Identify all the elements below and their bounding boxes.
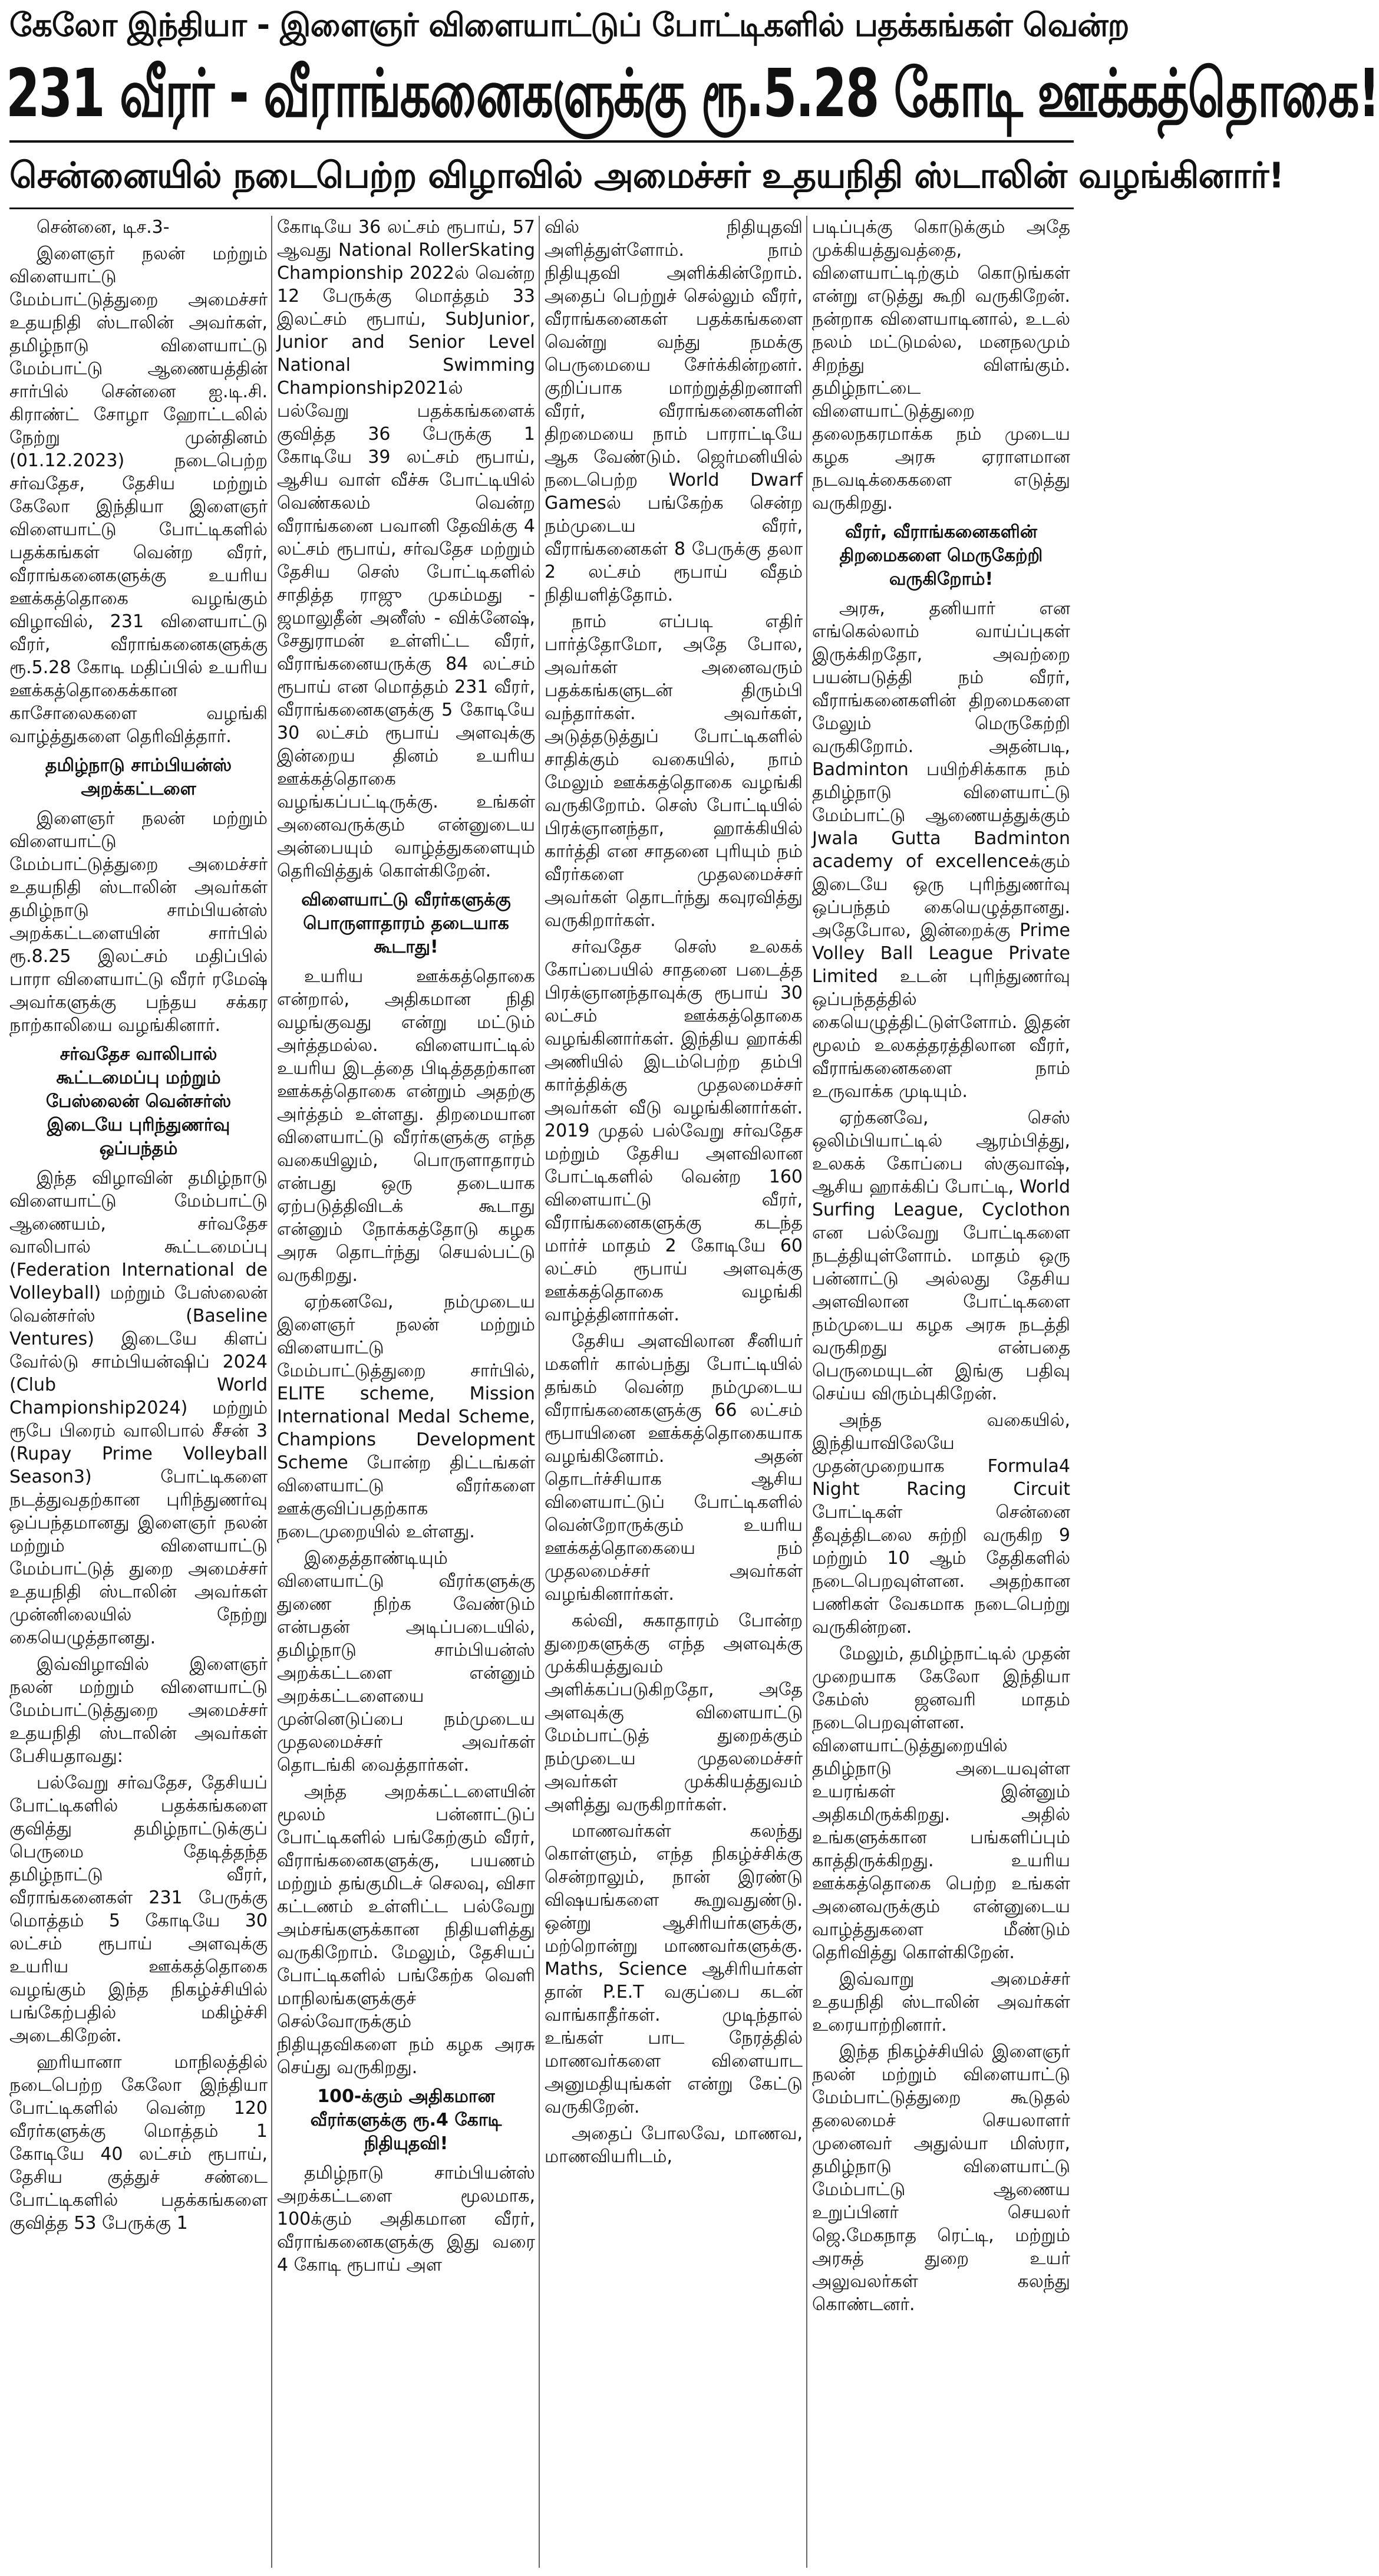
paragraph: படிப்புக்கு கொடுக்கும் அதே முக்கியத்துவத்தை, விளையாட்டிற்கும் கொடுங்கள் என்று எடுத்து கூறி வருகிறேன். நன்றாக விளையாடினால், உடல் நலம் மட்டுமல்ல, மனநலமும் சிறந்து விளங்கும். தமிழ்நாட்டை விளையாட்டுத்துறை தலைநகரமாக்க நம் முடைய கழக அரசு ஏராளமான நடவடிக்கைகளை எடுத்து வருகிறது. (812, 217, 1070, 513)
paragraph: அந்த அறக்கட்டளையின் மூலம் பன்னாட்டுப் போட்டிகளில் பங்கேற்கும் வீரர், வீராங்கனைகளுக்கு, பயணம் மற்றும் தங்குமிடச் செலவு, விசா கட்டணம் உள்ளிட்ட பல்வேறு அம்சங்களுக்கான நிதியளித்து வருகிறோம். மேலும், தேசியப் போட்டிகளில் பங்கேற்க வெளி மாநிலங்களுக்குச் செல்வோருக்கும் நிதியுதவிகளை நம் கழக அரசு செய்து வருகிறது. (277, 1781, 535, 2078)
paragraph: அரசு, தனியார் என எங்கெல்லாம் வாய்ப்புகள் இருக்கிறதோ, அவற்றை பயன்படுத்தி நம் வீரர், வீராங்கனைகளின் திறமைகளை மேலும் மெருகேற்றி வருகிறோம். அதன்படி, Badminton பயிற்சிக்காக நம் தமிழ்நாடு விளையாட்டு மேம்பாட்டு ஆணையத்துக்கும் Jwala Gutta Badminton academy of excellenceக்கும் இடையே ஒரு புரிந்துணர்வு ஒப்பந்தம் கையெழுத்தானது. அதேபோல, இன்றைக்கு Prime Volley Ball League Private Limited உடன் புரிந்துணர்வு ஒப்பந்தத்தில் கையெழுத்திட்டுள்ளோம். இதன் மூலம் உலகத்தரத்திலான வீரர், வீராங்கனைகளை நாம் உருவாக்க முடியும். (812, 598, 1070, 1102)
paragraph: அதைப் போலவே, மாணவ, மாணவியரிடம், (545, 2123, 803, 2167)
paragraph: சர்வதேச செஸ் உலகக் கோப்பையில் சாதனை படைத்த பிரக்ஞானந்தாவுக்கு ரூபாய் 30 லட்சம் ஊக்கத்தொகை வழங்கினார்கள். இந்திய ஹாக்கி அணியில் இடம்பெற்ற தம்பி கார்த்திக்கு முதலமைச்சர் அவர்கள் வீடு வழங்கினார்கள். 2019 முதல் பல்வேறு சர்வதேச மற்றும் தேசிய அளவிலான போட்டிகளில் வென்ற 160 விளையாட்டு வீரர், வீராங்கனைகளுக்கு கடந்த மார்ச் மாதம் 2 கோடியே 60 லட்சம் ரூபாய் அளவுக்கு ஊக்கத்தொகை வழங்கி வாழ்த்தினார்கள். (545, 937, 803, 1325)
paragraph: அந்த வகையில், இந்தியாவிலேயே முதன்முறையாக Formula4 Night Racing Circuit போட்டிகள் சென்னை தீவுத்திடலை சுற்றி வருகிற 9 மற்றும் 10 ஆம் தேதிகளில் நடைபெறவுள்ளன. அதற்கான பணிகள் வேகமாக நடைபெற்று வருகின்றன. (812, 1410, 1070, 1638)
column-rule (539, 216, 540, 2568)
paragraph: தேசிய அளவிலான சீனியர் மகளிர் கால்பந்து போட்டியில் தங்கம் வென்ற நம்முடைய வீராங்கனைகளுக்கு 66 லட்சம் ரூபாயினை ஊக்கத்தொகையாக வழங்கினோம். அதன் தொடர்ச்சியாக ஆசிய விளையாட்டுப் போட்டிகளில் வென்றோருக்கும் உயரிய ஊக்கத்தொகையை நம் முதலமைச்சர் அவர்கள் வழங்கினார்கள். (545, 1331, 803, 1605)
paragraph: ஏற்கனவே, நம்முடைய இளைஞர் நலன் மற்றும் விளையாட்டு மேம்பாட்டுத்துறை சார்பில், ELITE scheme, Mission International Medal Scheme, Champions Development Scheme போன்ற திட்டங்கள் விளையாட்டு வீரர்களை ஊக்குவிப்பதற்காக நடைமுறையில் உள்ளது. (277, 1292, 535, 1542)
paragraph: ஏற்கனவே, செஸ் ஒலிம்பியாட்டில் ஆரம்பித்து, உலகக் கோப்பை ஸ்குவாஷ், ஆசிய ஹாக்கிப் போட்டி, World Surfing League, Cyclothon என பல்வேறு போட்டிகளை நடத்தியுள்ளோம். மாதம் ஒரு பன்னாட்டு அல்லது தேசிய அளவிலான போட்டிகளை நம்முடைய கழக அரசு நடத்தி வருகிறது என்பதை பெருமையுடன் இங்கு பதிவு செய்ய விரும்புகிறேன். (812, 1108, 1070, 1404)
article-column-2 (277, 216, 535, 2568)
section-heading: தமிழ்நாடு சாம்பியன்ஸ் அறக்கட்டளை (45, 755, 232, 799)
section-heading: 100-க்கும் அதிகமான வீரர்களுக்கு ரூ.4 கோடி நிதியுதவி! (310, 2086, 502, 2154)
column-rule (271, 216, 272, 2568)
column-rule (806, 216, 807, 2568)
paragraph: பல்வேறு சர்வதேச, தேசியப் போட்டிகளில் பதக்கங்களை குவித்து தமிழ்நாட்டுக்குப் பெருமை தேடித்தந்த தமிழ்நாட்டு வீரர், வீராங்கனைகள் 231 பேருக்கு மொத்தம் 5 கோடியே 30 லட்சம் ரூபாய் அளவுக்கு உயரிய ஊக்கத்தொகை வழங்கும் இந்த நிகழ்ச்சியில் பங்கேற்பதில் மகிழ்ச்சி அடைகிறேன். (9, 1773, 268, 2046)
section-heading: சர்வதேச வாலிபால் கூட்டமைப்பு மற்றும் பேஸ்லைன் வென்சர்ஸ் இடையே புரிந்துணர்வு ஒப்பந்தம் (45, 1044, 232, 1159)
divider (9, 140, 1074, 143)
paragraph: மேலும், தமிழ்நாட்டில் முதன் முறையாக கேலோ இந்தியா கேம்ஸ் ஜனவரி மாதம் நடைபெறவுள்ளன. விளையாட்டுத்துறையில் தமிழ்நாடு அடையவுள்ள உயரங்கள் இன்னும் அதிகமிருக்கிறது. அதில் உங்களுக்கான பங்களிப்பும் காத்திருக்கிறது. உயரிய ஊக்கத்தொகை பெற்ற உங்கள் அனைவருக்கும் என்னுடைய வாழ்த்துகளை மீண்டும் தெரிவித்து கொள்கிறேன். (812, 1643, 1070, 1963)
paragraph: இவ்விழாவில் இளைஞர் நலன் மற்றும் விளையாட்டு மேம்பாட்டுத்துறை அமைச்சர் உதயநிதி ஸ்டாலின் அவர்கள் பேசியதாவது: (9, 1654, 268, 1767)
paragraph: ஹரியானா மாநிலத்தில் நடைபெற்ற கேலோ இந்தியா போட்டிகளில் வென்ற 120 வீரர்களுக்கு மொத்தம் 1 கோடியே 40 லட்சம் ரூபாய், தேசிய குத்துச் சண்டை போட்டிகளில் பதக்கங்களை குவித்த 53 பேருக்கு 1 (9, 2052, 268, 2234)
headline-kicker: கேலோ இந்தியா - இளைஞர் விளையாட்டுப் போட்டிகளில் பதக்கங்கள் வென்ற (9, 6, 1129, 44)
section-heading: வீரர், வீராங்கனைகளின் திறமைகளை மெருகேற்றி வருகிறோம்! (839, 522, 1043, 589)
paragraph: இளைஞர் நலன் மற்றும் விளையாட்டு மேம்பாட்டுத்துறை அமைச்சர் உதயநிதி ஸ்டாலின் அவர்கள் தமிழ்நாடு சாம்பியன்ஸ் அறக்கட்டளையின் சார்பில் ரூ.8.25 இலட்சம் மதிப்பில் பாரா விளையாட்டு வீரர் ரமேஷ் அவர்களுக்கு பந்தய சக்கர நாற்காலியை வழங்கினார். (9, 808, 268, 1036)
paragraph: கோடியே 36 லட்சம் ரூபாய், 57 ஆவது National RollerSkating Championship 2022ல் வென்ற 12 பேருக்கு மொத்தம் 33 இலட்சம் ரூபாய், SubJunior, Junior and Senior Level National Swimming Championship2021ல் பல்வேறு பதக்கங்களைக் குவித்த 36 பேருக்கு 1 கோடியே 39 லட்சம் ரூபாய், ஆசிய வாள் வீச்சு போட்டியில் வெண்கலம் வென்ற வீராங்கனை பவானி தேவிக்கு 4 லட்சம் ரூபாய், சர்வதேச மற்றும் தேசிய செஸ் போட்டிகளில் சாதித்த ராஜு முகம்மது - ஜமாலுதீன் அனீஸ் - விக்னேஷ், சேதுராமன் உள்ளிட்ட வீரர், வீராங்கனையருக்கு 84 லட்சம் ரூபாய் என மொத்தம் 231 வீரர், வீராங்கனைகளுக்கு 5 கோடியே 30 லட்சம் ரூபாய் அளவுக்கு இன்றைய தினம் உயரிய ஊக்கத்தொகை வழங்கப்பட்டிருக்கு. உங்கள் அனைவருக்கும் என்னுடைய அன்பையும் வாழ்த்துகளையும் தெரிவித்துக் கொள்கிறேன். (277, 217, 535, 881)
paragraph: இளைஞர் நலன் மற்றும் விளையாட்டு மேம்பாட்டுத்துறை அமைச்சர் உதயநிதி ஸ்டாலின் அவர்கள், தமிழ்நாடு விளையாட்டு மேம்பாட்டு ஆணையத்தின் சார்பில் சென்னை ஐ.டி.சி. கிராண்ட் சோழா ஹோட்டலில் நேற்று முன்தினம் (01.12.2023) நடைபெற்ற சர்வதேச, தேசிய மற்றும் கேலோ இந்தியா இளைஞர் விளையாட்டு போட்டிகளில் பதக்கங்கள் வென்ற வீரர், வீராங்கனைகளுக்கு உயரிய ஊக்கத்தொகை வழங்கும் விழாவில், 231 விளையாட்டு வீரர், வீராங்கனைகளுக்கு ரூ.5.28 கோடி மதிப்பில் உயரிய ஊக்கத்தொகைக்கான காசோலைகளை வழங்கி வாழ்த்துகளை தெரிவித்தார். (9, 243, 268, 747)
paragraph: மாணவர்கள் கலந்து கொள்ளும், எந்த நிகழ்ச்சிக்கு சென்றாலும், நான் இரண்டு விஷயங்களை கூறுவதுண்டு. ஒன்று ஆசிரியர்களுக்கு, மற்றொன்று மாணவர்களுக்கு. Maths, Science ஆசிரியர்கள் தான் P.E.T வகுப்பை கடன் வாங்காதீர்கள். முடிந்தால் உங்கள் பாட நேரத்தில் மாணவர்களை விளையாட அனுமதியுங்கள் என்று கேட்டு வருகிறேன். (545, 1821, 803, 2117)
paragraph: உயரிய ஊக்கத்தொகை என்றால், அதிகமான நிதி வழங்குவது என்று மட்டும் அர்த்தமல்ல. விளையாட்டில் உயரிய இடத்தை பிடித்ததற்கான ஊக்கத்தொகை என்றும் அதற்கு அர்த்தம் உள்ளது. திறமையான விளையாட்டு வீரர்களுக்கு எந்த வகையிலும், பொருளாதாரம் என்பது ஒரு தடையாக ஏற்படுத்திவிடக் கூடாது என்னும் நோக்கத்தோடு கழக அரசு தொடர்ந்து செயல்பட்டு வருகிறது. (277, 966, 535, 1286)
paragraph: இந்த விழாவின் தமிழ்நாடு விளையாட்டு மேம்பாட்டு ஆணையம், சர்வதேச வாலிபால் கூட்டமைப்பு (Federation International de Volleyball) மற்றும் பேஸ்லைன் வென்சர்ஸ் (Baseline Ventures) இடையே கிளப் வேர்ல்டு சாம்பியன்ஷிப் 2024 (Club World Championship2024) மற்றும் ரூபே பிரைம் வாலிபால் சீசன் 3 (Rupay Prime Volleyball Season3) போட்டிகளை நடத்துவதற்கான புரிந்துணர்வு ஒப்பந்தமானது இளைஞர் நலன் மற்றும் விளையாட்டு மேம்பாட்டுத் துறை அமைச்சர் உதயநிதி ஸ்டாலின் அவர்கள் முன்னிலையில் நேற்று கையெழுத்தானது. (9, 1168, 268, 1648)
paragraph: இவ்வாறு அமைச்சர் உதயநிதி ஸ்டாலின் அவர்கள் உரையாற்றினார். (812, 1969, 1070, 2035)
paragraph: நாம் எப்படி எதிர் பார்த்தோமோ, அதே போல, அவர்கள் அனைவரும் பதக்கங்களுடன் திரும்பி வந்தார்கள். அவர்கள், அடுத்தடுத்துப் போட்டிகளில் சாதிக்கும் வகையில், நாம் மேலும் ஊக்கத்தொகை வழங்கி வருகிறோம். செஸ் போட்டியில் பிரக்ஞானந்தா, ஹாக்கியில் கார்த்தி என சாதனை புரியும் நம் வீரர்களை முதலமைச்சர் அவர்கள் தொடர்ந்து கவுரவித்து வருகிறார்கள். (545, 611, 803, 931)
sub-headline: சென்னையில் நடைபெற்ற விழாவில் அமைச்சர் உதயநிதி ஸ்டாலின் வழங்கினார்! (9, 155, 1284, 196)
section-heading: விளையாட்டு வீரர்களுக்கு பொருளாதாரம் தடையாக கூடாது! (301, 890, 511, 957)
paragraph: கல்வி, சுகாதாரம் போன்ற துறைகளுக்கு எந்த அளவுக்கு முக்கியத்துவம் அளிக்கப்படுகிறதோ, அதே அளவுக்கு விளையாட்டு மேம்பாட்டுத் துறைக்கும் நம்முடைய முதலமைச்சர் அவர்கள் முக்கியத்துவம் அளித்து வருகிறார்கள். (545, 1610, 803, 1815)
paragraph: வில் நிதியுதவி அளித்துள்ளோம். நாம் நிதியுதவி அளிக்கின்றோம். அதைப் பெற்றுச் செல்லும் வீரர், வீராங்கனைகள் பதக்கங்களை வென்று வந்து நமக்கு பெருமையை சேர்க்கின்றனர். குறிப்பாக மாற்றுத்திறனாளி வீரர், வீராங்கனைகளின் திறமையை நாம் பாராட்டியே ஆக வேண்டும். ஜெர்மனியில் நடைபெற்ற World Dwarf Gamesல் பங்கேற்க சென்ற நம்முடைய வீரர், வீராங்கனைகள் 8 பேருக்கு தலா 2 லட்சம் ரூபாய் வீதம் நிதியளித்தோம். (545, 217, 803, 605)
article-column-3 (545, 216, 803, 2568)
paragraph: இந்த நிகழ்ச்சியில் இளைஞர் நலன் மற்றும் விளையாட்டு மேம்பாட்டுத்துறை கூடுதல் தலைமைச் செயலாளர் முனைவர் அதுல்யா மிஸ்ரா, தமிழ்நாடு விளையாட்டு மேம்பாட்டு ஆணைய உறுப்பினர் செயலர் ஜெ.மேகநாத ரெட்டி, மற்றும் அரசுத் துறை உயர் அலுவலர்கள் கலந்து கொண்டனர். (812, 2041, 1070, 2315)
article-column-4 (812, 216, 1070, 2568)
paragraph: தமிழ்நாடு சாம்பியன்ஸ் அறக்கட்டளை மூலமாக, 100க்கும் அதிகமான வீரர், வீராங்கனைகளுக்கு இது வரை 4 கோடி ரூபாய் அள (277, 2163, 535, 2275)
divider (9, 207, 1074, 209)
dateline: சென்னை, டிச.3- (37, 217, 170, 238)
main-headline: 231 வீரர் - வீராங்கனைகளுக்கு ரூ.5.28 கோடி ஊக்கத்தொகை! (6, 55, 1379, 132)
article-column-1 (9, 216, 268, 2568)
paragraph: இதைத்தாண்டியும் விளையாட்டு வீரர்களுக்கு துணை நிற்க வேண்டும் என்பதன் அடிப்படையில், தமிழ்நாடு சாம்பியன்ஸ் அறக்கட்டளை என்னும் அறக்கட்டளையை முன்னெடுப்பை நம்முடைய முதலமைச்சர் அவர்கள் தொடங்கி வைத்தார்கள். (277, 1548, 535, 1775)
